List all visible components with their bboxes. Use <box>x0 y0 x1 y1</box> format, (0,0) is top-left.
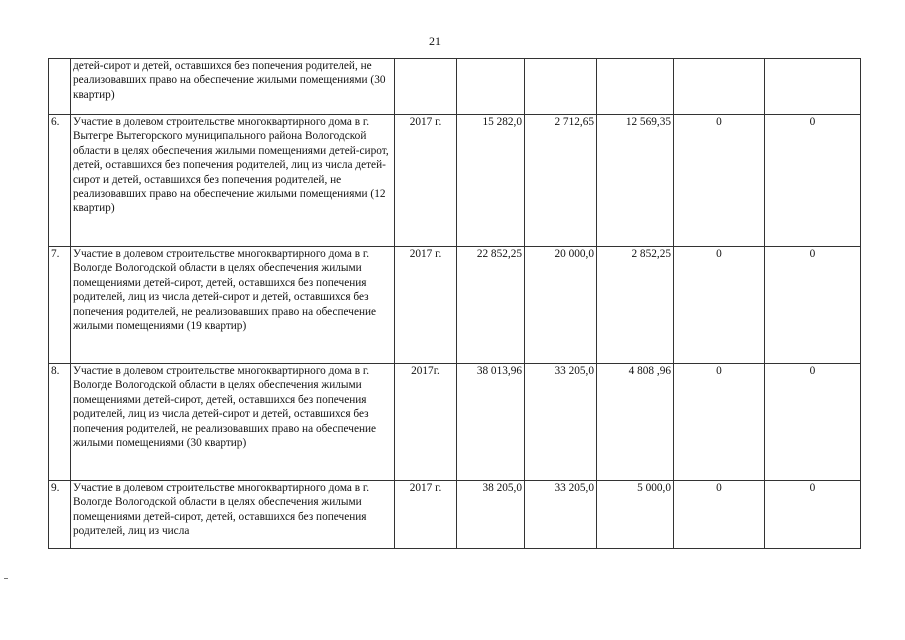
table-row <box>49 115 861 247</box>
row-value-1: 20 000,0 <box>525 247 597 364</box>
row-description: детей-сирот и детей, оставшихся без попечения родителей, не реализовавших право на обеспечение жилыми помещениями (30 квартир) <box>71 59 395 115</box>
row-value-1: 33 205,0 <box>525 481 597 549</box>
row-total: 38 013,96 <box>457 364 525 481</box>
row-description: Участие в долевом строительстве многоквартирного дома в г. Вологде Вологодской области в целях обеспечения жилыми помещениями детей-сирот, детей, оставшихся без попечения родителей, лиц из числа <box>71 481 395 549</box>
table-row <box>49 59 861 115</box>
row-value-1 <box>525 59 597 115</box>
row-total <box>457 59 525 115</box>
row-value-3 <box>674 59 765 115</box>
row-number: 6. <box>49 115 71 247</box>
row-value-4 <box>765 59 861 115</box>
page-number: 21 <box>429 34 441 48</box>
row-description: Участие в долевом строительстве многоквартирного дома в г. Вытегре Вытегорского муниципального района Вологодской области в целях обеспечения жилыми помещениями детей-сирот, детей, оставшихся без попечения родителей, лиц из числа детей-сирот и детей, оставшихся без попечения родителей, не реализовавших право на обеспечение жилыми помещениями (12 квартир) <box>71 115 395 247</box>
row-description: Участие в долевом строительстве многоквартирного дома в г. Вологде Вологодской области в целях обеспечения жилыми помещениями детей-сирот, детей, оставшихся без попечения родителей, лиц из числа детей-сирот и детей, оставшихся без попечения родителей, не реализовавших право на обеспечение жилыми помещениями (19 квартир) <box>71 247 395 364</box>
row-value-4: 0 <box>765 364 861 481</box>
row-value-2: 12 569,35 <box>597 115 674 247</box>
row-year: 2017 г. <box>395 115 457 247</box>
row-value-2: 5 000,0 <box>597 481 674 549</box>
row-value-2: 2 852,25 <box>597 247 674 364</box>
table-row <box>49 481 861 549</box>
budget-table <box>48 58 861 549</box>
row-value-4: 0 <box>765 481 861 549</box>
row-year: 2017 г. <box>395 247 457 364</box>
row-number: 8. <box>49 364 71 481</box>
scan-mark <box>4 578 8 579</box>
row-value-3: 0 <box>674 481 765 549</box>
row-description: Участие в долевом строительстве многоквартирного дома в г. Вологде Вологодской области в целях обеспечения жилыми помещениями детей-сирот, детей, оставшихся без попечения родителей, лиц из числа детей-сирот и детей, оставшихся без попечения родителей, не реализовавших право на обеспечение жилыми помещениями (30 квартир) <box>71 364 395 481</box>
row-year <box>395 59 457 115</box>
row-total: 22 852,25 <box>457 247 525 364</box>
row-value-1: 33 205,0 <box>525 364 597 481</box>
table-row <box>49 247 861 364</box>
row-value-2: 4 808 ,96 <box>597 364 674 481</box>
row-total: 38 205,0 <box>457 481 525 549</box>
row-value-2 <box>597 59 674 115</box>
row-value-1: 2 712,65 <box>525 115 597 247</box>
row-value-3: 0 <box>674 364 765 481</box>
row-value-4: 0 <box>765 115 861 247</box>
row-number: 7. <box>49 247 71 364</box>
row-year: 2017 г. <box>395 481 457 549</box>
table-row <box>49 364 861 481</box>
row-value-3: 0 <box>674 247 765 364</box>
row-number <box>49 59 71 115</box>
row-value-3: 0 <box>674 115 765 247</box>
row-number: 9. <box>49 481 71 549</box>
row-year: 2017г. <box>395 364 457 481</box>
row-total: 15 282,0 <box>457 115 525 247</box>
row-value-4: 0 <box>765 247 861 364</box>
